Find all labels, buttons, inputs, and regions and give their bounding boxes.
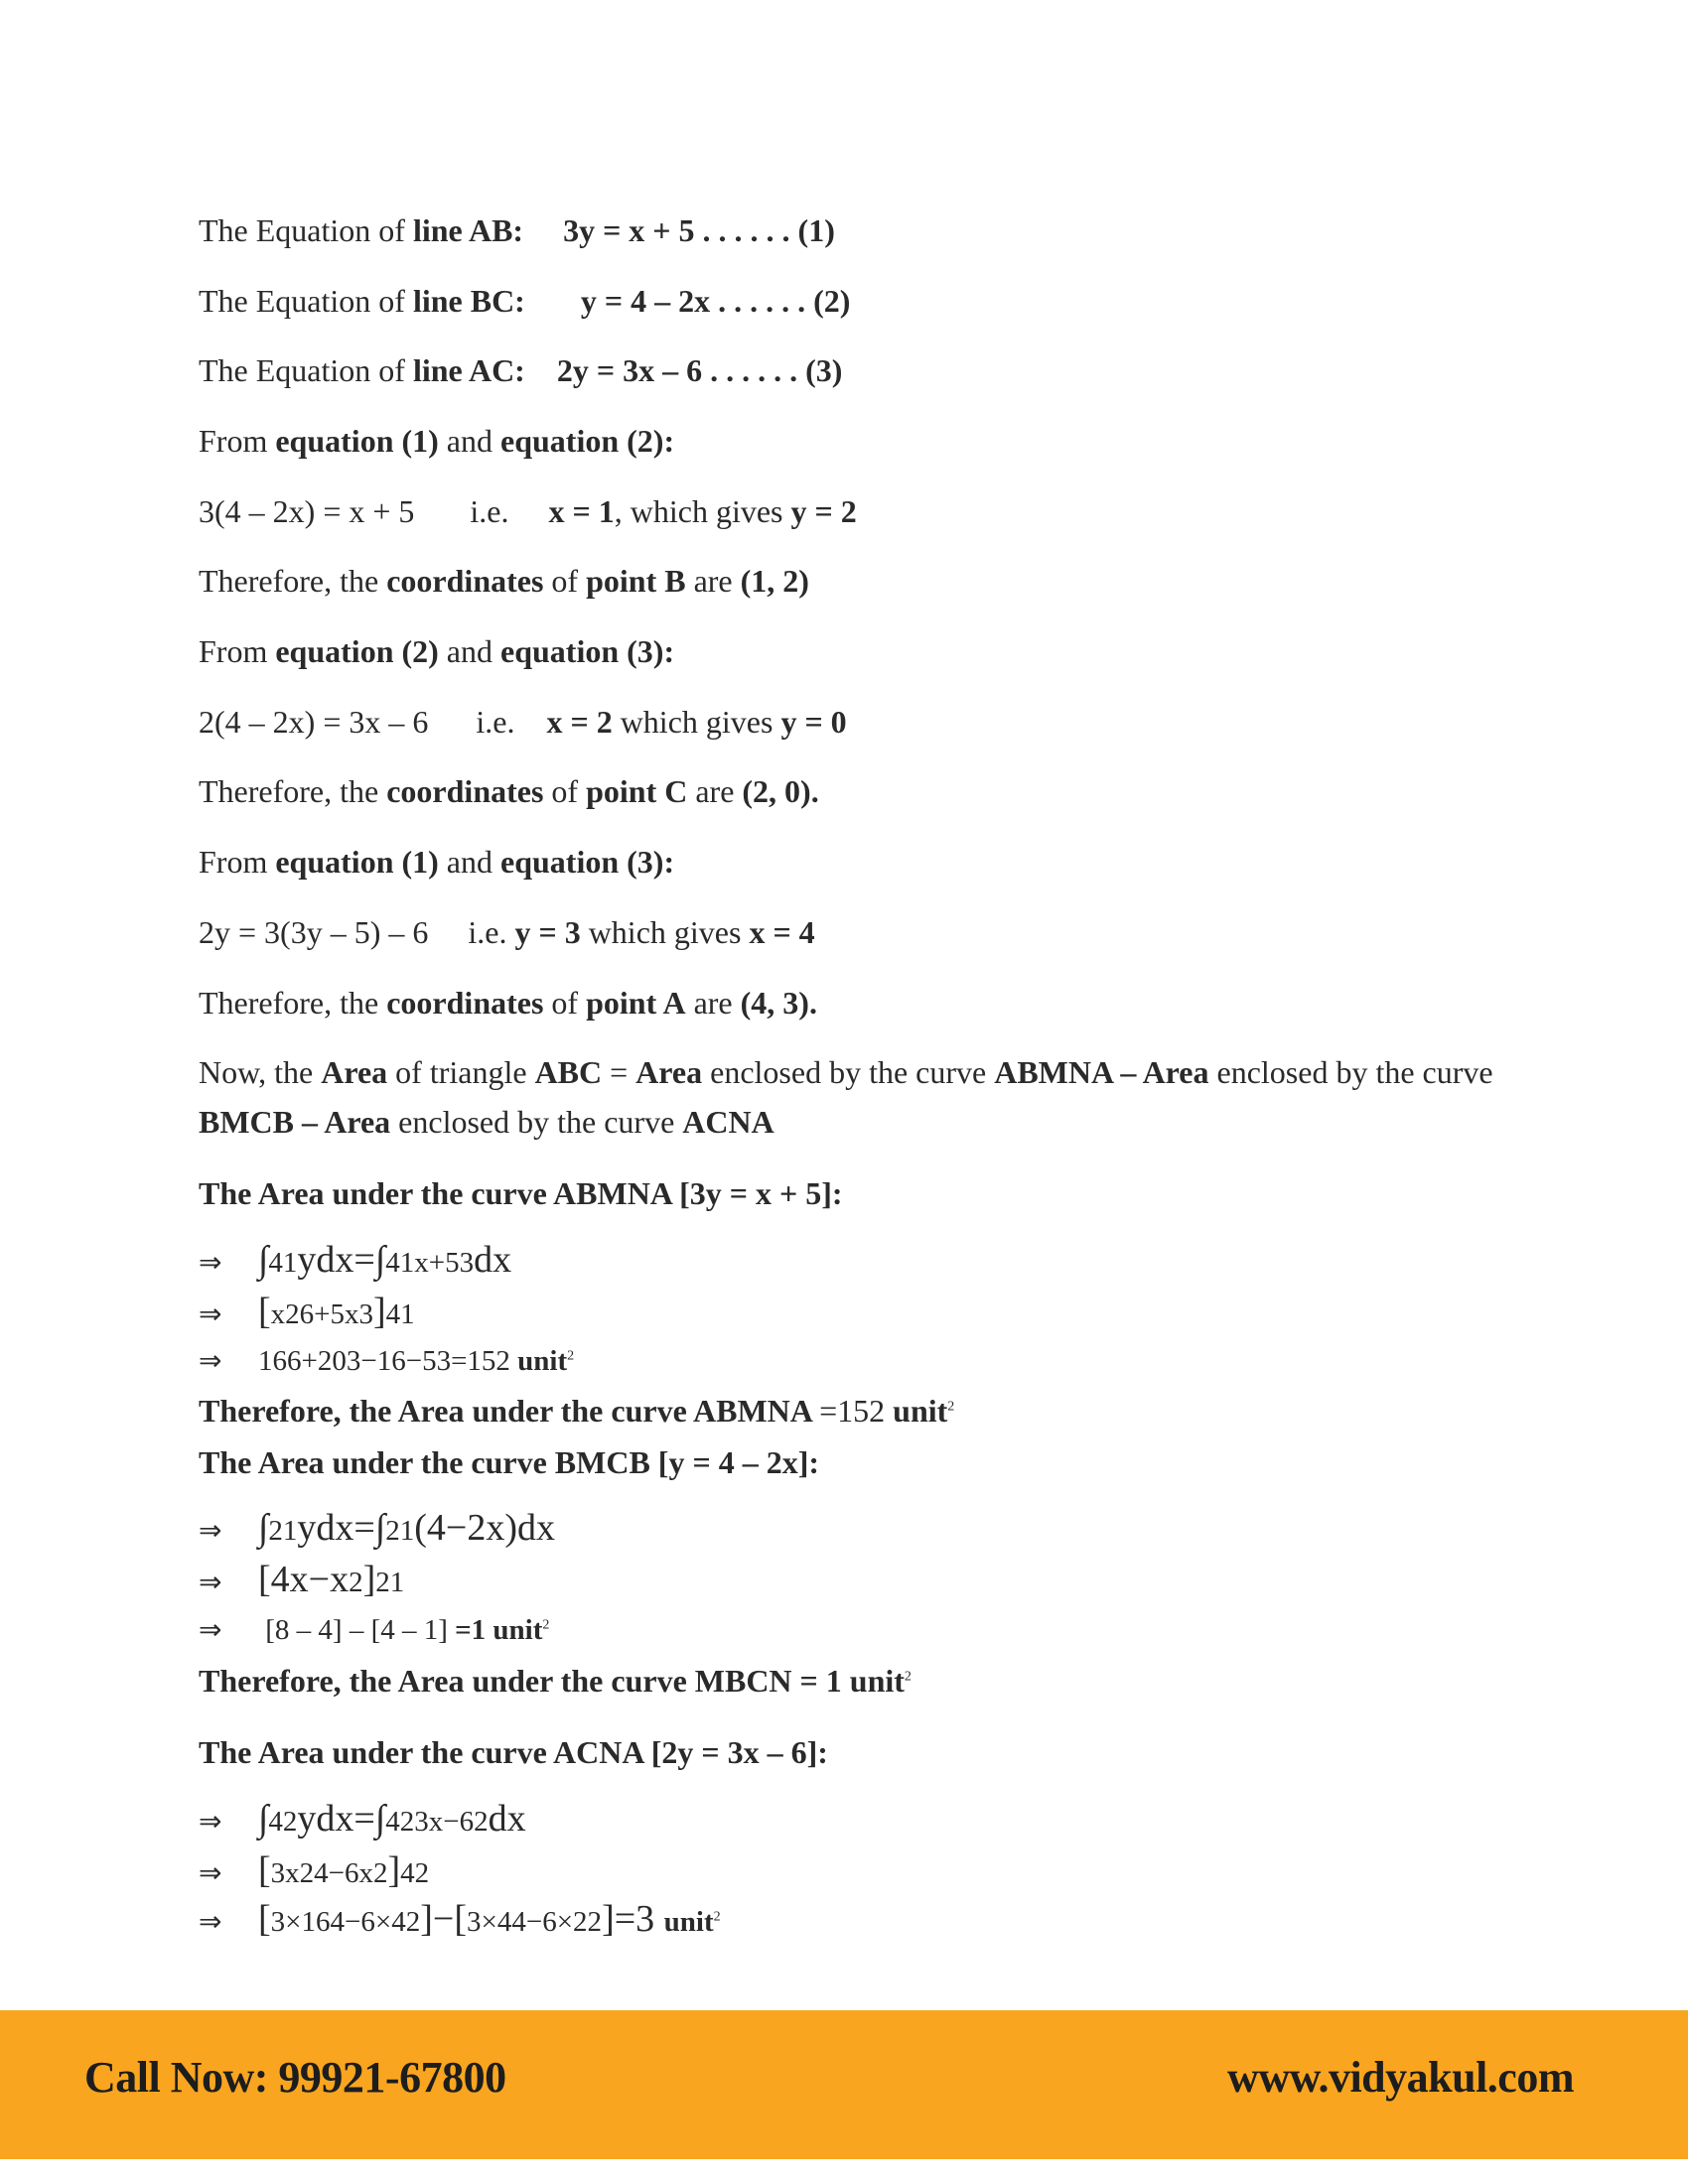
implies-arrow: ⇒	[199, 1805, 222, 1838]
implies-arrow: ⇒	[199, 1856, 222, 1889]
implies-arrow: ⇒	[199, 1514, 222, 1547]
heading-area-bmcb: The Area under the curve BMCB [y = 4 – 2x]:	[199, 1444, 819, 1480]
calc-point-b: 3(4 – 2x) = x + 5 i.e. x = 1, which gives y = 2	[199, 493, 857, 529]
implies-arrow: ⇒	[199, 1297, 222, 1330]
conclusion-abmna: Therefore, the Area under the curve ABMNA =152 unit$^2$	[199, 1393, 955, 1429]
conclusion-mbcn: Therefore, the Area under the curve MBCN = 1 unit$^2$	[199, 1663, 912, 1699]
from-eq-2-3: From equation (2) and equation (3):	[199, 633, 675, 669]
implies-arrow: ⇒	[199, 1246, 222, 1279]
math-abmna-integral: ⇒ ∫41ydx=∫41x+53dx	[199, 1235, 1509, 1288]
calc-point-a: 2y = 3(3y – 5) – 6 i.e. y = 3 which gives x = 4	[199, 914, 815, 950]
math-bmcb-integral: ⇒ ∫21ydx=∫21(4−2x)dx	[199, 1503, 1509, 1556]
math-bmcb-antiderivative: ⇒ [4x−x2]21	[199, 1555, 1509, 1607]
math-bmcb-result: ⇒ [8 – 4] – [4 – 1] =1 unit$^2$	[199, 1605, 1509, 1655]
implies-arrow: ⇒	[199, 1566, 222, 1598]
math-acna-antiderivative: ⇒ [3x24−6x2]42	[199, 1845, 1509, 1898]
heading-area-abmna: The Area under the curve ABMNA [3y = x + 5]:	[199, 1175, 843, 1211]
equation-line-ab: The Equation of line AB: 3y = x + 5 . . . . . . (1)	[199, 212, 835, 248]
heading-area-acna: The Area under the curve ACNA [2y = 3x – 6]:	[199, 1734, 828, 1770]
calc-point-c: 2(4 – 2x) = 3x – 6 i.e. x = 2 which gives y = 0	[199, 704, 847, 740]
math-acna-result: ⇒ [3×164−6×42]−[3×44−6×22]=3 unit$^2$	[199, 1894, 1509, 1947]
coords-point-c: Therefore, the coordinates of point C are (2, 0).	[199, 773, 819, 809]
footer-banner	[0, 2010, 1688, 2159]
equation-line-bc: The Equation of line BC: y = 4 – 2x . . . . . . (2)	[199, 283, 851, 319]
call-now-phone[interactable]: Call Now: 99921-67800	[84, 2053, 506, 2102]
coords-point-a: Therefore, the coordinates of point A are (4, 3).	[199, 985, 817, 1021]
implies-arrow: ⇒	[199, 1905, 222, 1938]
equation-line-ac: The Equation of line AC: 2y = 3x – 6 . . . . . . (3)	[199, 352, 843, 388]
math-abmna-antiderivative: ⇒ [x26+5x3]41	[199, 1287, 1509, 1339]
from-eq-1-2: From equation (1) and equation (2):	[199, 423, 675, 459]
math-acna-integral: ⇒ ∫42ydx=∫423x−62dx	[199, 1794, 1509, 1846]
from-eq-1-3: From equation (1) and equation (3):	[199, 844, 675, 880]
website-link[interactable]: www.vidyakul.com	[1227, 2053, 1574, 2102]
math-abmna-result: ⇒ 166+203−16−53=152 unit$^2$	[199, 1336, 1509, 1386]
implies-arrow: ⇒	[199, 1344, 222, 1377]
area-relation-paragraph: Now, the Area of triangle ABC = Area enclosed by the curve ABMNA – Area enclosed by the curve BMCB – Area enclosed by the curve ACNA	[199, 1054, 1493, 1140]
coords-point-b: Therefore, the coordinates of point B are (1, 2)	[199, 563, 809, 599]
implies-arrow: ⇒	[199, 1613, 222, 1646]
